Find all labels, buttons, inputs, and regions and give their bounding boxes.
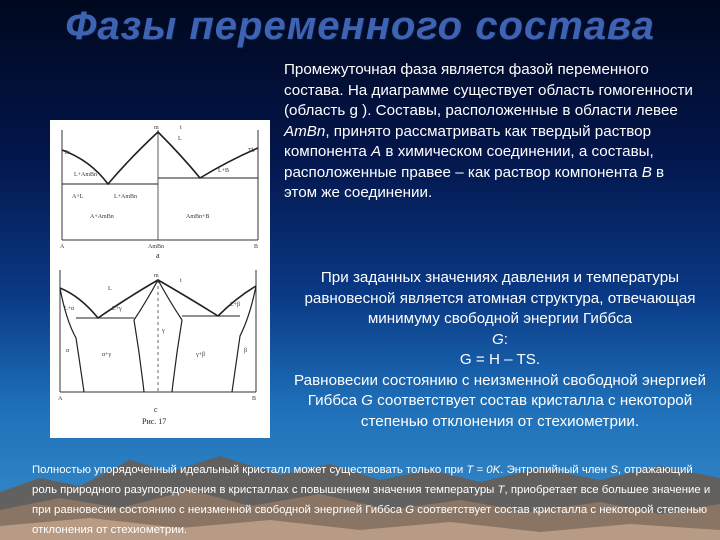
p2-g-symbol: G [491,330,504,348]
lower-diagram [58,270,256,426]
p1-component-b: B [641,163,652,181]
label-l-plus-alpha: L+α [64,306,75,312]
paragraph-ideal-crystal [32,460,712,540]
label-gamma: γ [162,328,165,334]
p3-text-a: Полностью упорядоченный идеальный кристалл может существовать только при [32,464,467,476]
p3-text-b: . Энтропийный член [500,464,611,476]
upper-diagram [60,125,258,260]
label-ambn-axis: AmBn [148,244,165,250]
p3-text-e: соответствует состав кристалла с некоторой степенью отклонения от стехиометрии. [32,504,708,536]
p2-g-symbol-2: G [361,392,373,409]
p2-line3a: Равновесии состоянию с неизменной свободной энергией Гиббса [294,371,706,409]
label-t-upper: t [180,125,182,131]
phase-diagram-svg [50,120,270,438]
p2-colon: : [503,330,509,348]
p3-g-symbol: G [405,504,415,516]
p2-line1: При заданных значениях давления и температуры равновесной является атомная структура, отвечающая минимуму свободной энергии Гиббса [304,269,696,327]
paragraph-phase-description [284,60,694,204]
p1-text-b: , принято рассматривать как твердый раствор компонента [284,122,652,160]
label-ta: Ta [64,150,70,156]
label-l-plus-beta: L+β [230,302,241,308]
label-tb: Tb [248,148,255,154]
label-l-lower: L [108,286,112,292]
label-beta: β [244,348,248,354]
p1-component-a: A [371,143,382,160]
label-gamma-plus-beta: γ+β [196,352,206,358]
p1-text-a: Промежуточная фаза является фазой переменного состава. На диаграмме существует область гомогенности (область g ). Составы, расположенные в области левее [284,61,693,119]
p3-t-symbol: T [497,484,505,496]
label-a-plus-ambn: A+AmBn [90,214,114,220]
label-alpha: α [66,348,70,354]
label-l-upper: L [178,136,182,142]
p1-text-d: в этом же соединении. [284,163,665,201]
p2-line3b: соответствует состав кристалла с некоторой степенью отклонения от стехиометрии. [360,392,693,430]
phase-diagram-figure [50,120,270,438]
p3-text-c: , отражающий роль природного разупорядочения в кристаллах с повышением значения температуры [32,464,693,496]
p1-formula: AmBn [284,122,326,140]
label-t-lower: t [180,278,182,284]
label-b-lower: B [252,396,257,402]
label-l-plus-ambn-left: L+AmBn [74,172,98,178]
label-a-plus-l: A+L [72,194,84,200]
label-b-upper: B [254,244,259,250]
p3-condition: T = 0K [466,464,501,476]
label-a-lower: A [58,396,63,402]
label-l-plus-ambn-mid: L+AmBn [114,194,138,200]
label-m-lower: m [154,273,159,279]
p3-s-symbol: S [610,464,618,476]
p2-equation: G = H – TS. [459,351,541,368]
p3-text-d: , приобретает все большее значение и при равновесии состоянию с неизменной свободной энергией Гиббса [32,484,711,516]
label-l-plus-b: L+B [218,168,230,174]
upper-figure-letter: a [156,251,160,260]
label-l-plus-gamma: L+γ [112,306,122,312]
lower-figure-letter: c [154,405,158,414]
label-ambn-plus-b: AmBn+B [186,214,210,220]
label-a-upper: A [60,244,65,250]
slide-title: Фазы переменного состава [65,4,655,48]
label-m-upper: m [154,125,159,131]
label-alpha-plus-gamma: α+γ [102,352,112,358]
p1-text-c: в химическом соединении, а составы, расположенные правее – как раствор компонента [284,143,654,181]
figure-caption: Рис. 17 [142,417,167,426]
paragraph-gibbs-energy [282,268,718,432]
